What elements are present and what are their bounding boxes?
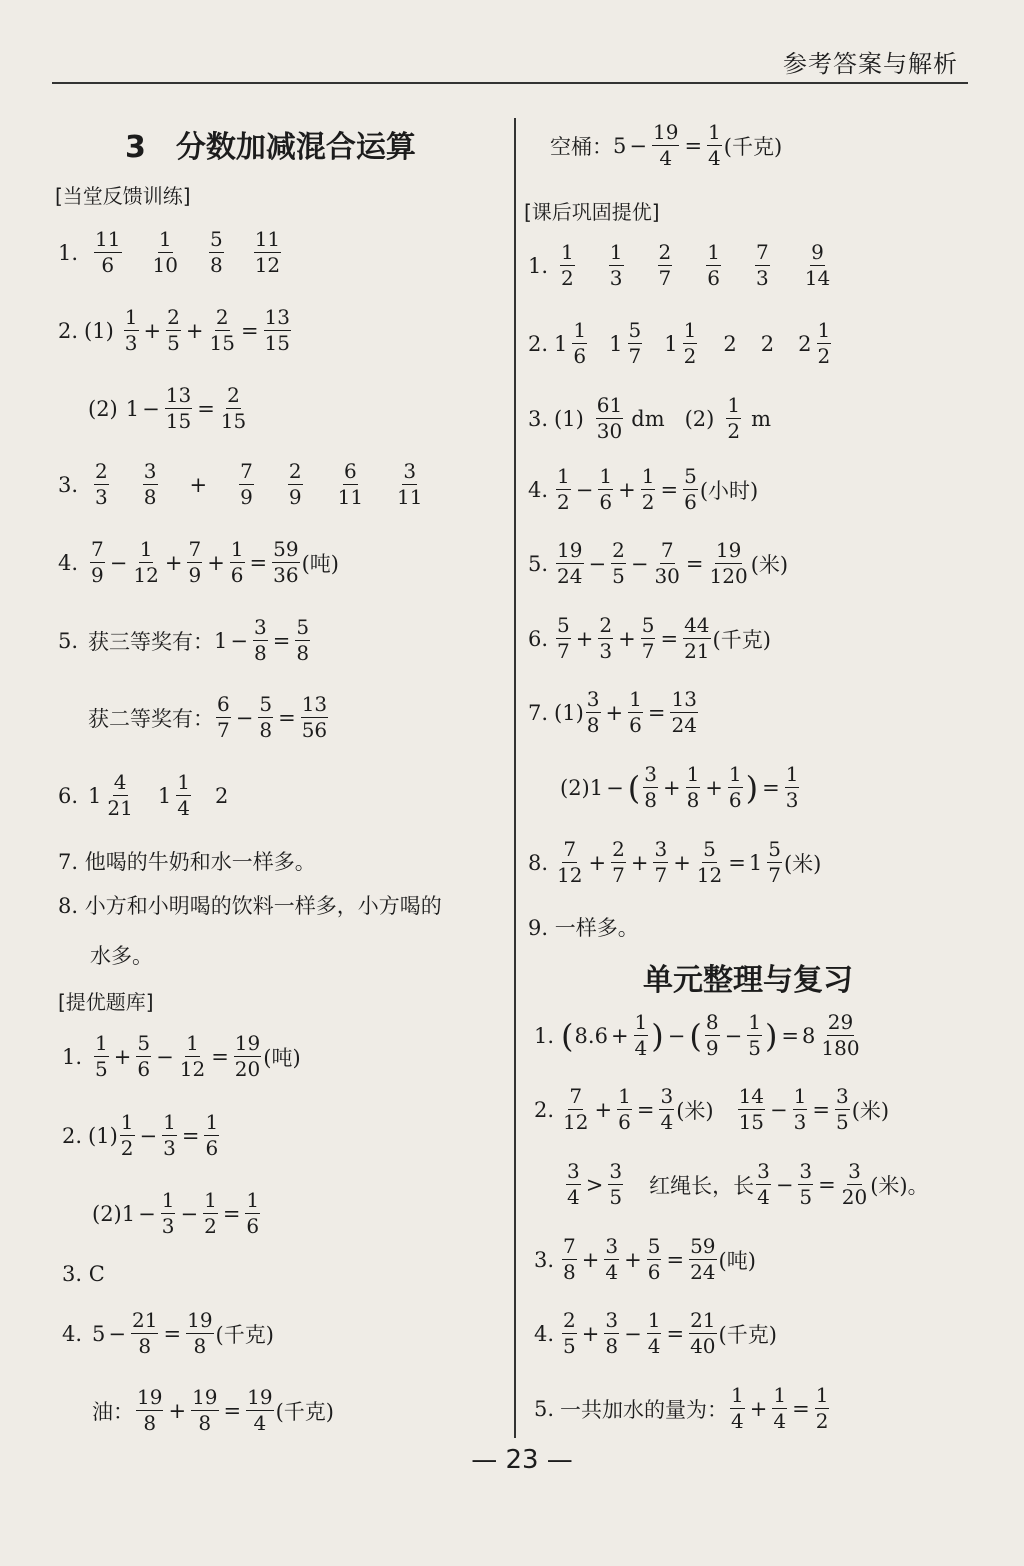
fraction: $\frac{1}{6}$ — [573, 318, 587, 368]
answer-item: 4. $\frac{2}{5}$ + $\frac{3}{8}$ − $\frac{1}{4}$ = $\frac{21}{40}$ (千克) — [534, 1308, 777, 1358]
fraction: $\frac{3}{5}$ — [799, 1159, 813, 1209]
fraction: $\frac{3}{8}$ — [254, 615, 267, 665]
fraction: $\frac{19}{8}$ — [137, 1385, 163, 1435]
answer-item: 2. $\frac{7}{12}$ + $\frac{1}{6}$ = $\frac{3}{4}$ (米) $\frac{14}{15}$ − $\frac{1}{3}$ = $\frac{3}{5}$ (米) — [534, 1084, 890, 1134]
fraction: $\frac{2}{5}$ — [612, 538, 625, 588]
fraction: $\frac{1}{6}$ — [728, 762, 742, 812]
answer-item: (2) 1 − $\frac{1}{3}$ − $\frac{1}{2}$ = $\frac{1}{6}$ — [92, 1188, 260, 1238]
fraction: $\frac{1}{6}$ — [230, 537, 244, 587]
fraction: $\frac{7}{9}$ — [240, 459, 253, 509]
subsection-heading: [当堂反馈训练] — [55, 184, 191, 208]
answer-item: 4. 5 − $\frac{21}{8}$ = $\frac{19}{8}$ (千克) — [62, 1308, 274, 1358]
fraction: $\frac{2}{15}$ — [220, 383, 247, 433]
fraction: $\frac{7}{9}$ — [91, 537, 104, 587]
fraction: $\frac{19}{20}$ — [234, 1031, 261, 1081]
fraction: $\frac{3}{11}$ — [397, 459, 423, 509]
fraction: $\frac{19}{8}$ — [192, 1385, 218, 1435]
item-number: 1. — [58, 240, 79, 265]
fraction: $\frac{19}{24}$ — [557, 538, 583, 588]
answer-item: 2. 1 $\frac{1}{6}$ 1 $\frac{5}{7}$ 1 $\frac{1}{2}$ 2 2 2 $\frac{1}{2}$ — [528, 318, 831, 368]
fraction: $\frac{1}{2}$ — [727, 393, 741, 443]
fraction: $\frac{13}{15}$ — [264, 305, 290, 355]
answer-item: 获二等奖有： $\frac{6}{7}$ − $\frac{5}{8}$ = $\frac{13}{56}$ — [88, 692, 328, 742]
fraction: $\frac{3}{4}$ — [605, 1234, 619, 1284]
fraction: $\frac{1}{5}$ — [95, 1031, 108, 1081]
fraction: $\frac{21}{8}$ — [132, 1308, 158, 1358]
fraction: $\frac{1}{2}$ — [120, 1110, 134, 1160]
fraction: $\frac{13}{15}$ — [165, 383, 192, 433]
fraction: $\frac{59}{36}$ — [273, 537, 299, 587]
fraction: $\frac{7}{9}$ — [188, 537, 202, 587]
fraction: $\frac{1}{6}$ — [629, 687, 642, 737]
fraction: $\frac{3}{4}$ — [757, 1159, 770, 1209]
answer-item: 3. $\frac{7}{8}$ + $\frac{3}{4}$ + $\frac{5}{6}$ = $\frac{59}{24}$ (吨) — [534, 1234, 756, 1284]
answer-item: 4. $\frac{7}{9}$ − $\frac{1}{12}$ + $\frac{7}{9}$ + $\frac{1}{6}$ = $\frac{59}{36}$ (吨) — [58, 537, 339, 587]
answer-item: 空桶： 5 − $\frac{19}{4}$ = $\frac{1}{4}$ (千克) — [550, 120, 783, 170]
fraction: $\frac{13}{24}$ — [671, 687, 697, 737]
fraction: $\frac{3}{8}$ — [586, 687, 600, 737]
fraction: $\frac{19}{4}$ — [652, 120, 679, 170]
answer-item: 5. 一共加水的量为： $\frac{1}{4}$ + $\frac{1}{4}$ = $\frac{1}{2}$ — [534, 1383, 829, 1433]
fraction: $\frac{1}{2}$ — [641, 464, 655, 514]
fraction: $\frac{1}{2}$ — [561, 240, 574, 290]
fraction: $\frac{1}{4}$ — [731, 1383, 744, 1433]
fraction: $\frac{1}{2}$ — [683, 318, 697, 368]
answer-item: 8. $\frac{7}{12}$ + $\frac{2}{7}$ + $\frac{3}{7}$ + $\frac{5}{12}$ = 1 $\frac{5}{7}$ (米) — [528, 837, 822, 887]
fraction: $\frac{5}{7}$ — [557, 613, 570, 663]
answer-item: 6. 1 $\frac{4}{21}$ 1 $\frac{1}{4}$ 2 — [58, 770, 229, 820]
fraction: $\frac{1}{2}$ — [817, 318, 831, 368]
fraction: $\frac{5}{7}$ — [768, 837, 781, 887]
answer-item: 1. ( 8.6 + $\frac{1}{4}$ ) − ( $\frac{8}{9}$ − $\frac{1}{5}$ ) = 8 $\frac{29}{180}$ — [534, 1010, 860, 1060]
header-rule — [52, 82, 968, 84]
fraction: $\frac{1}{3}$ — [124, 305, 138, 355]
fraction: $\frac{3}{4}$ — [567, 1159, 580, 1209]
fraction: $\frac{7}{12}$ — [557, 837, 583, 887]
fraction: $\frac{19}{8}$ — [187, 1308, 213, 1358]
answer-item: 油： $\frac{19}{8}$ + $\frac{19}{8}$ = $\frac{19}{4}$ (千克) — [92, 1385, 334, 1435]
page-number: — 23 — — [471, 1445, 573, 1475]
fraction: $\frac{13}{56}$ — [301, 692, 328, 742]
fraction: $\frac{61}{30}$ — [596, 393, 623, 443]
fraction: $\frac{1}{3}$ — [609, 240, 623, 290]
fraction: $\frac{8}{9}$ — [705, 1010, 719, 1060]
answer-item: 2. (1) $\frac{1}{3}$ + $\frac{2}{5}$ + $\frac{2}{15}$ = $\frac{13}{15}$ — [58, 305, 290, 355]
answer-item: 1. $\frac{1}{2}$ $\frac{1}{3}$ $\frac{2}{7}$ $\frac{1}{6}$ $\frac{7}{3}$ $\frac{9}{14}$ — [528, 240, 831, 290]
fraction: $\frac{5}{7}$ — [628, 318, 642, 368]
answer-item: 3. $\frac{2}{3}$ $\frac{3}{8}$ + $\frac{7}{9}$ $\frac{2}{9}$ $\frac{6}{11}$ $\frac{3}{11}$ — [58, 459, 423, 509]
fraction: $\frac{7}{8}$ — [563, 1234, 576, 1284]
fraction: $\frac{1}{2}$ — [815, 1383, 829, 1433]
fraction: $\frac{11}{6}$ — [95, 227, 121, 277]
answer-item: 6. $\frac{5}{7}$ + $\frac{2}{3}$ + $\frac{5}{7}$ = $\frac{44}{21}$ (千克) — [528, 613, 771, 663]
fraction: $\frac{3}{8}$ — [605, 1308, 619, 1358]
fraction: $\frac{21}{40}$ — [690, 1308, 716, 1358]
fraction: $\frac{2}{3}$ — [95, 459, 108, 509]
fraction: $\frac{7}{12}$ — [563, 1084, 589, 1134]
fraction: $\frac{2}{15}$ — [209, 305, 235, 355]
fraction: $\frac{5}{8}$ — [259, 692, 273, 742]
fraction: $\frac{3}{5}$ — [835, 1084, 849, 1134]
fraction: $\frac{3}{20}$ — [841, 1159, 868, 1209]
fraction: $\frac{1}{5}$ — [748, 1010, 761, 1060]
fraction: $\frac{1}{4}$ — [634, 1010, 648, 1060]
fraction: $\frac{3}{4}$ — [660, 1084, 674, 1134]
fraction: $\frac{1}{2}$ — [557, 464, 570, 514]
answer-item: 2. (1) $\frac{1}{2}$ − $\frac{1}{3}$ = $\frac{1}{6}$ — [62, 1110, 219, 1160]
fraction: $\frac{1}{10}$ — [152, 227, 178, 277]
fraction: $\frac{2}{5}$ — [563, 1308, 576, 1358]
fraction: $\frac{1}{4}$ — [177, 770, 190, 820]
fraction: $\frac{1}{3}$ — [163, 1110, 176, 1160]
answer-item: 7. 他喝的牛奶和水一样多。 — [58, 850, 316, 874]
fraction: $\frac{3}{8}$ — [143, 459, 157, 509]
fraction: $\frac{5}{8}$ — [209, 227, 223, 277]
answer-item: 1. $\frac{1}{5}$ + $\frac{5}{6}$ − $\frac{1}{12}$ = $\frac{19}{20}$ (吨) — [62, 1031, 301, 1081]
fraction: $\frac{19}{120}$ — [709, 538, 748, 588]
fraction: $\frac{7}{3}$ — [755, 240, 769, 290]
fraction: $\frac{1}{12}$ — [179, 1031, 206, 1081]
section-title: 单元整理与复习 — [643, 963, 853, 998]
answer-item: 3. (1) $\frac{61}{30}$ dm (2) $\frac{1}{2}$ m — [528, 393, 772, 443]
fraction: $\frac{1}{3}$ — [793, 1084, 807, 1134]
answer-item: 9. 一样多。 — [528, 916, 639, 940]
fraction: $\frac{1}{3}$ — [161, 1188, 175, 1238]
answer-item: $\frac{3}{4}$ > $\frac{3}{5}$ 红绳长，长 $\frac{3}{4}$ − $\frac{3}{5}$ = $\frac{3}{20}$ (米)。 — [567, 1159, 929, 1209]
fraction: $\frac{2}{5}$ — [167, 305, 180, 355]
fraction: $\frac{29}{180}$ — [821, 1010, 860, 1060]
fraction: $\frac{2}{7}$ — [612, 837, 625, 887]
fraction: $\frac{5}{7}$ — [641, 613, 655, 663]
fraction: $\frac{5}{12}$ — [696, 837, 723, 887]
fraction: $\frac{5}{6}$ — [137, 1031, 151, 1081]
answer-item: 4. $\frac{1}{2}$ − $\frac{1}{6}$ + $\frac{1}{2}$ = $\frac{5}{6}$ (小时) — [528, 464, 759, 514]
fraction: $\frac{2}{9}$ — [288, 459, 302, 509]
fraction: $\frac{1}{6}$ — [599, 464, 613, 514]
fraction: $\frac{1}{4}$ — [773, 1383, 787, 1433]
column-divider — [514, 118, 516, 1438]
answer-item: 5. 获三等奖有： 1 − $\frac{3}{8}$ = $\frac{5}{8}$ — [58, 615, 310, 665]
answer-item: 8. 小方和小明喝的饮料一样多，小方喝的 — [58, 894, 442, 918]
fraction: $\frac{5}{6}$ — [684, 464, 697, 514]
subsection-heading: [提优题库] — [58, 990, 154, 1014]
fraction: $\frac{1}{8}$ — [686, 762, 700, 812]
fraction: $\frac{1}{6}$ — [205, 1110, 219, 1160]
answer-item: 7. (1) $\frac{3}{8}$ + $\frac{1}{6}$ = $\frac{13}{24}$ — [528, 687, 697, 737]
fraction: $\frac{59}{24}$ — [690, 1234, 716, 1284]
fraction: $\frac{1}{12}$ — [133, 537, 159, 587]
fraction: $\frac{2}{7}$ — [658, 240, 672, 290]
fraction: $\frac{5}{6}$ — [647, 1234, 661, 1284]
fraction: $\frac{14}{15}$ — [738, 1084, 765, 1134]
fraction: $\frac{3}{5}$ — [609, 1159, 623, 1209]
answer-item: (2) 1 − ( $\frac{3}{8}$ + $\frac{1}{8}$ + $\frac{1}{6}$ ) = $\frac{1}{3}$ — [560, 762, 799, 812]
fraction: $\frac{3}{8}$ — [644, 762, 657, 812]
fraction: $\frac{6}{7}$ — [217, 692, 230, 742]
fraction: $\frac{1}{4}$ — [647, 1308, 661, 1358]
fraction: $\frac{2}{3}$ — [599, 613, 613, 663]
answer-item: 5. $\frac{19}{24}$ − $\frac{2}{5}$ − $\frac{7}{30}$ = $\frac{19}{120}$ (米) — [528, 538, 789, 588]
fraction: $\frac{1}{6}$ — [246, 1188, 260, 1238]
fraction: $\frac{6}{11}$ — [337, 459, 364, 509]
fraction: $\frac{3}{7}$ — [654, 837, 668, 887]
page-header: 参考答案与解析 — [783, 50, 958, 78]
section-title: 3 分数加减混合运算 — [125, 130, 416, 165]
fraction: $\frac{1}{6}$ — [618, 1084, 631, 1134]
answer-item — [58, 229, 283, 276]
answer-item: 水多。 — [90, 944, 153, 968]
fraction: $\frac{1}{3}$ — [785, 762, 799, 812]
fraction: $\frac{5}{8}$ — [296, 615, 310, 665]
fraction: $\frac{1}{2}$ — [204, 1188, 217, 1238]
fraction: $\frac{11}{12}$ — [254, 227, 281, 277]
fraction: $\frac{1}{6}$ — [707, 240, 720, 290]
fraction: $\frac{44}{21}$ — [684, 613, 710, 663]
subsection-heading: [课后巩固提优] — [524, 200, 660, 224]
answer-item: 3. C — [62, 1262, 105, 1286]
fraction: $\frac{4}{21}$ — [107, 770, 133, 820]
fraction: $\frac{9}{14}$ — [804, 240, 831, 290]
answer-item: (2) 1 − $\frac{13}{15}$ = $\frac{2}{15}$ — [88, 383, 247, 433]
fraction: $\frac{19}{4}$ — [247, 1385, 273, 1435]
fraction: $\frac{7}{30}$ — [654, 538, 680, 588]
fraction: $\frac{1}{4}$ — [708, 120, 721, 170]
